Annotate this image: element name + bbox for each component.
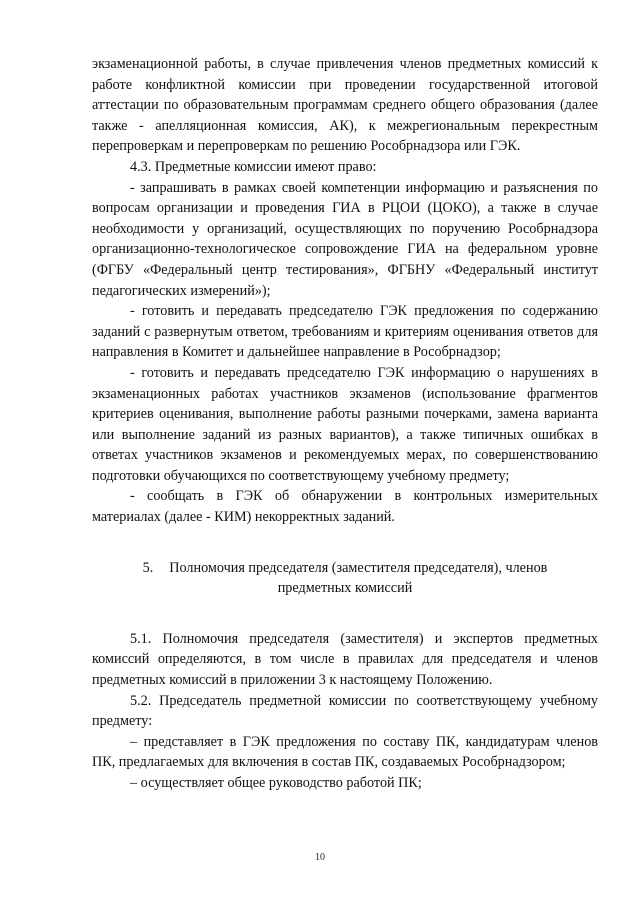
paragraph-right-request-info: - запрашивать в рамках своей компетенции информацию и разъяснения по вопросам организации и проведения ГИА в РЦОИ (ЦОКО), а также в случае необходимости у организаций, осуществляющих по поручению Рособрнадзора организационно-технологическое сопровождение ГИА на федеральном уровне (ФГБУ «Федеральный центр тестирования», ФГБНУ «Федеральный институт педагогических измерений»); xyxy=(92,179,598,299)
page-number: 10 xyxy=(315,852,325,863)
section-heading xyxy=(92,558,598,599)
section-number: 5. xyxy=(142,559,154,576)
section-heading-line1 xyxy=(92,558,598,579)
section-title-line2: предметных комиссий xyxy=(277,580,413,597)
paragraph-right-report-violations: - готовить и передавать председателю ГЭК информацию о нарушениях в экзаменационных работах участников экзаменов (использование фрагментов критериев оценивания, выполнение работы разными почерками, замена варианта или выполнение заданий из разных вариантов), а также типичных ошибках в ответах участников экзаменов и рекомендуемых мерах, по совершенствованию подготовки обучающихся по соответствующему учебному предмету; xyxy=(92,364,598,484)
paragraph-5-1: 5.1. Полномочия председателя (заместителя) и экспертов предметных комиссий определяются, в том числе в правилах для председателя и членов предметных комиссий в приложении 3 к настоящему Положению. xyxy=(92,630,598,689)
paragraph-continuation: экзаменационной работы, в случае привлечения членов предметных комиссий к работе конфликтной комиссии при проведении государственной итоговой аттестации по образовательным программам среднего общего образования (далее также - апелляционная комиссия, АК), к межрегиональным перекрестным перепроверкам и перепроверкам по решению Рособрнадзора или ГЭК. xyxy=(92,56,598,155)
paragraph-chair-management: – осуществляет общее руководство работой ПК; xyxy=(130,775,422,791)
paragraph-4-3: 4.3. Предметные комиссии имеют право: xyxy=(130,158,377,175)
paragraph-chair-proposals: – представляет в ГЭК предложения по составу ПК, кандидатурам членов ПК, предлагаемых для включения в состав ПК, создаваемых Рособрнадзором; xyxy=(92,733,598,771)
section-title-line1: Полномочия председателя (заместителя председателя), членов xyxy=(169,559,548,576)
paragraph-5-2: 5.2. Председатель предметной комиссии по соответствующему учебному предмету: xyxy=(92,692,598,730)
paragraph-right-prepare-proposals: - готовить и передавать председателю ГЭК предложения по содержанию заданий с развернутым ответом, требованиям и критериям оценивания ответов для направления в Комитет и дальнейшее направление в Рособрнадзор; xyxy=(92,303,598,361)
document-page xyxy=(92,54,598,794)
paragraph-right-report-kim: - сообщать в ГЭК об обнаружении в контрольных измерительных материалах (далее - КИМ) некорректных заданий. xyxy=(92,488,598,526)
